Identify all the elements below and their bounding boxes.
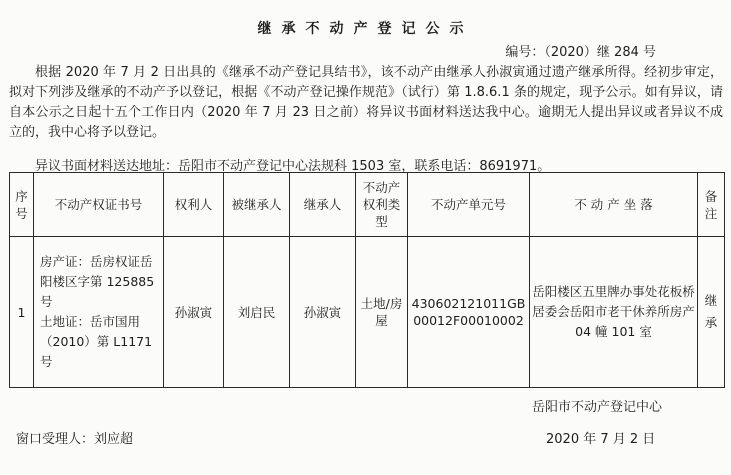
notice-body xyxy=(9,63,723,143)
cell-right-type: 土地/房屋 xyxy=(356,237,408,388)
header-right-type: 不动产权利类型 xyxy=(356,173,408,237)
cell-owner: 孙淑寅 xyxy=(164,237,224,388)
header-remark: 备注 xyxy=(698,173,725,237)
cell-decedent: 刘启民 xyxy=(224,237,290,388)
cell-heir: 孙淑寅 xyxy=(290,237,356,388)
registration-table xyxy=(9,172,725,388)
header-seq: 序号 xyxy=(10,173,34,237)
objection-address: 异议书面材料送达地址：岳阳市不动产登记中心法规科 1503 室，联系电话：8691971。 xyxy=(35,159,551,174)
header-location: 不 动 产 坐 落 xyxy=(530,173,698,237)
header-heir: 继承人 xyxy=(290,173,356,237)
cell-seq: 1 xyxy=(10,237,34,388)
cell-location: 岳阳楼区五里牌办事处花板桥居委会岳阳市老干休养所房产 04 幢 101 室 xyxy=(530,237,698,388)
cell-remark: 继承 xyxy=(698,237,725,388)
cell-unit-no: 430602121011GB00012F00010002 xyxy=(408,237,530,388)
notice-paragraph: 根据 2020 年 7 月 2 日出具的《继承不动产登记具结书》，该不动产由继承人孙淑寅通过遗产继承所得。经初步审定， 拟对下列涉及继承的不动产予以登记，根据《不动产登记操作规范》（试行）第 1.8.6.1 条的规定，现予公示。如有异议，请自本公示之日起十五个工作日内（2020 年 7 月 23 日之前）将异议书面材料送达我中心。逾期无人提出异议或者异议不成立的，我中心将予以登记。 xyxy=(9,65,723,140)
issuing-organization: 岳阳市不动产登记中心 xyxy=(532,400,663,415)
issue-date: 2020 年 7 月 2 日 xyxy=(546,432,656,447)
document-number: 编号：（2020）继 284 号 xyxy=(505,45,656,60)
table-header-row xyxy=(10,173,725,237)
header-owner: 权利人 xyxy=(164,173,224,237)
header-unit-no: 不动产单元号 xyxy=(408,173,530,237)
window-receiver: 窗口受理人：刘应超 xyxy=(16,432,134,447)
header-cert: 不动产权证书号 xyxy=(34,173,164,237)
cell-cert: 房产证：岳房权证岳阳楼区字第 125885 号 土地证：岳市国用（2010）第 L1171 号 xyxy=(34,237,164,388)
table-row xyxy=(10,237,725,388)
page-title: 继承不动产登记公示 xyxy=(257,21,474,37)
header-decedent: 被继承人 xyxy=(224,173,290,237)
